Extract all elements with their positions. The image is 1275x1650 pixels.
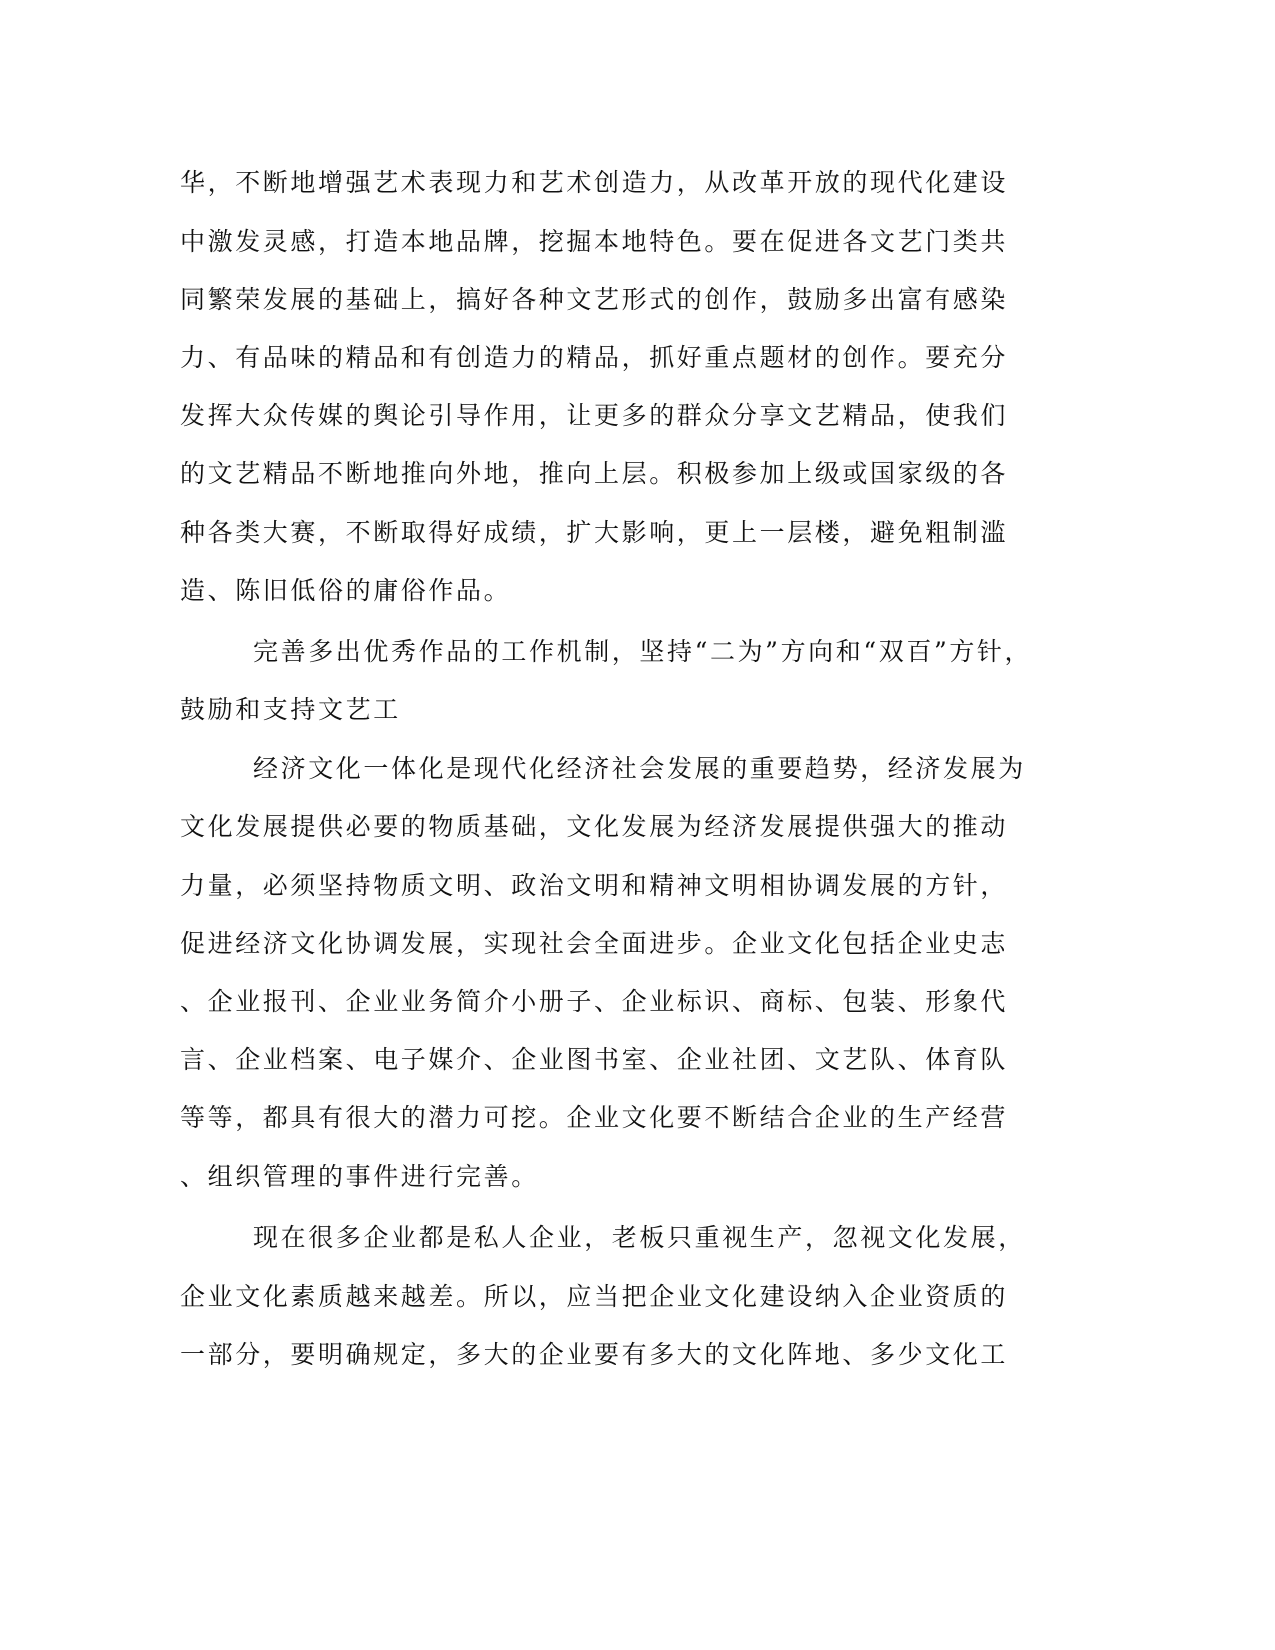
text-line: 力、有品味的精品和有创造力的精品，抓好重点题材的创作。要充分 bbox=[180, 343, 1009, 372]
text-line: 企业文化素质越来越差。所以，应当把企业文化建设纳入企业资质的 bbox=[180, 1282, 1009, 1311]
text-line: 造、陈旧低俗的庸俗作品。 bbox=[180, 576, 512, 605]
text-line: 文化发展提供必要的物质基础，文化发展为经济发展提供强大的推动 bbox=[180, 812, 1009, 841]
text-line: 发挥大众传媒的舆论引导作用，让更多的群众分享文艺精品，使我们 bbox=[180, 401, 1009, 430]
text-line: 言、企业档案、电子媒介、企业图书室、企业社团、文艺队、体育队 bbox=[180, 1045, 1009, 1074]
text-line: 种各类大赛，不断取得好成绩，扩大影响，更上一层楼，避免粗制滥 bbox=[180, 518, 1009, 547]
text-line: 的文艺精品不断地推向外地，推向上层。积极参加上级或国家级的各 bbox=[180, 459, 1009, 488]
text-line: 华，不断地增强艺术表现力和艺术创造力，从改革开放的现代化建设 bbox=[180, 168, 1009, 197]
text-line: 、企业报刊、企业业务简介小册子、企业标识、商标、包装、形象代 bbox=[180, 987, 1009, 1016]
text-line: 中激发灵感，打造本地品牌，挖掘本地特色。要在促进各文艺门类共 bbox=[180, 227, 1009, 256]
text-line: 一部分，要明确规定，多大的企业要有多大的文化阵地、多少文化工 bbox=[180, 1340, 1009, 1369]
text-line: 经济文化一体化是现代化经济社会发展的重要趋势，经济发展为 bbox=[253, 754, 1026, 783]
text-line: 促进经济文化协调发展，实现社会全面进步。企业文化包括企业史志 bbox=[180, 929, 1009, 958]
text-line: 完善多出优秀作品的工作机制，坚持“二为”方向和“双百”方针， bbox=[253, 637, 1033, 666]
text-line: 等等，都具有很大的潜力可挖。企业文化要不断结合企业的生产经营 bbox=[180, 1103, 1009, 1132]
text-line: 现在很多企业都是私人企业，老板只重视生产，忽视文化发展， bbox=[253, 1223, 1026, 1252]
text-line: 、组织管理的事件进行完善。 bbox=[180, 1162, 539, 1191]
text-line: 力量，必须坚持物质文明、政治文明和精神文明相协调发展的方针， bbox=[180, 871, 1009, 900]
text-line: 同繁荣发展的基础上，搞好各种文艺形式的创作，鼓励多出富有感染 bbox=[180, 285, 1009, 314]
text-line: 鼓励和支持文艺工 bbox=[180, 695, 401, 724]
